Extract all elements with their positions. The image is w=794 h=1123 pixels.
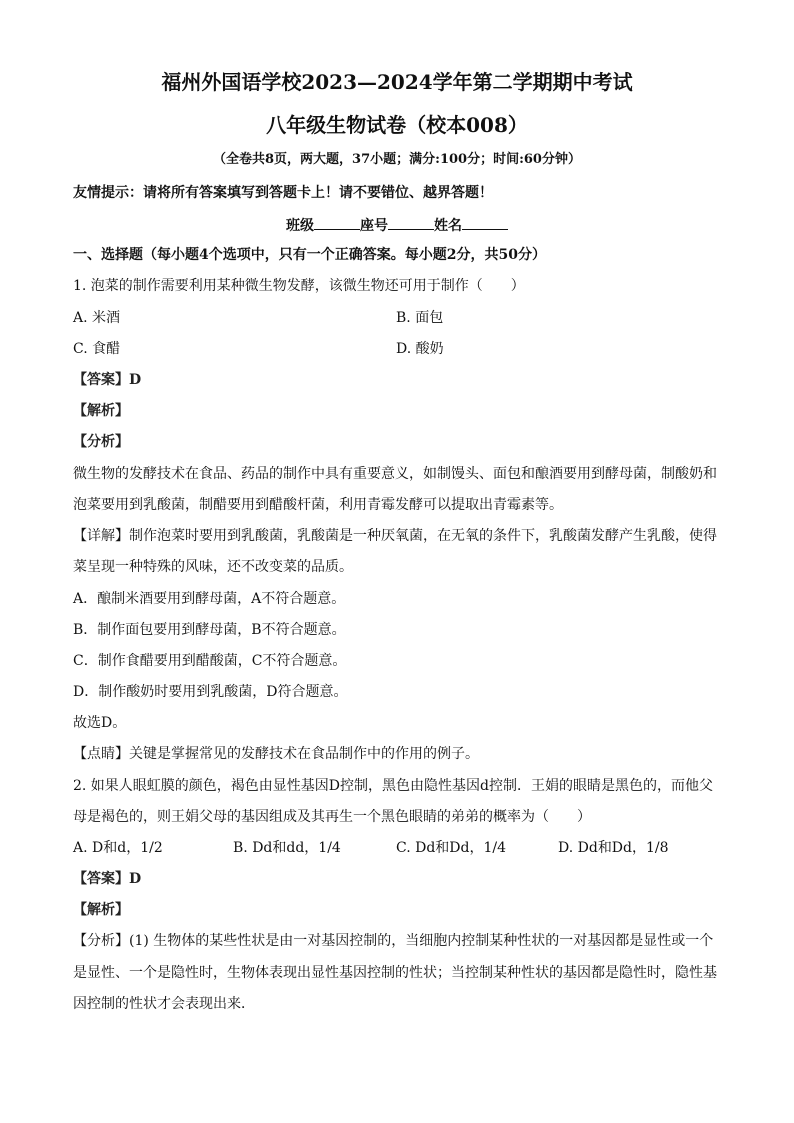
q2-option-b: B. Dd和dd，1/4 [233,840,341,856]
q2-analysis-line-2: 是显性、一个是隐性时，生物体表现出显性基因控制的性状；当控制某种性状的基因都是隐性时，隐性基 [73,965,717,981]
q1-jiexi: 【解析】 [73,403,129,419]
class-label: 班级 [286,218,314,234]
q1-explain-c: C．制作食醋要用到醋酸菌，C不符合题意。 [73,653,347,669]
q2-option-c: C. Dd和Dd，1/4 [396,840,507,856]
q2-option-a: A. D和d，1/2 [73,840,163,856]
q1-explain-b: B．制作面包要用到酵母菌，B不符合题意。 [73,622,346,638]
q1-explain-a: A．酿制米酒要用到酵母菌，A不符合题意。 [73,591,346,607]
q2-jiexi: 【解析】 [73,902,129,918]
q1-tip: 【点睛】关键是掌握常见的发酵技术在食品制作中的作用的例子。 [73,746,479,762]
seat-blank [388,215,434,230]
q1-option-b: B. 面包 [396,310,444,326]
q1-option-c: C. 食醋 [73,341,121,357]
q1-explain-d: D．制作酸奶时要用到乳酸菌，D符合题意。 [73,684,348,700]
exam-info: （全卷共8页，两大题，37小题；满分:100分；时间:60分钟） [213,152,581,167]
exam-title: 福州外国语学校2023—2024学年第二学期期中考试 [161,70,633,94]
exam-subtitle: 八年级生物试卷（校本008） [266,113,528,137]
seat-label: 座号 [360,218,388,234]
exam-notice: 友情提示：请将所有答案填写到答题卡上！请不要错位、越界答题！ [73,185,493,201]
class-blank [314,215,360,230]
q2-answer: 【答案】D [73,871,142,887]
q2-option-d: D. Dd和Dd，1/8 [558,840,669,856]
q1-detail-line-2: 菜呈现一种特殊的风味，还不改变菜的品质。 [73,559,353,575]
q2-stem-line-1: 2. 如果人眼虹膜的颜色，褐色由显性基因D控制，黑色由隐性基因d控制．王娟的眼睛是黑色的，而他父 [73,778,713,794]
q2-analysis-line-3: 因控制的性状才会表现出来． [73,996,255,1012]
q1-choose: 故选D。 [73,715,127,731]
q1-analysis-line-2: 泡菜要用到乳酸菌，制醋要用到醋酸杆菌，利用青霉发酵可以提取出青霉素等。 [73,497,563,513]
q2-stem-line-2: 母是褐色的，则王娟父母的基因组成及其再生一个黑色眼睛的弟弟的概率为（ ） [73,809,591,825]
name-blank [462,215,508,230]
section-heading: 一、选择题（每小题4个选项中，只有一个正确答案。每小题2分，共50分） [73,247,546,263]
q1-detail-line-1: 【详解】制作泡菜时要用到乳酸菌，乳酸菌是一种厌氧菌，在无氧的条件下，乳酸菌发酵产生乳酸，使得 [73,528,717,544]
q1-fenxi: 【分析】 [73,434,129,450]
name-label: 姓名 [434,218,462,234]
q1-analysis-line-1: 微生物的发酵技术在食品、药品的制作中具有重要意义，如制馒头、面包和酿酒要用到酵母菌，制酸奶和 [73,466,717,482]
student-info-row [0,215,794,235]
q1-stem: 1. 泡菜的制作需要利用某种微生物发酵，该微生物还可用于制作（ ） [73,278,525,294]
q1-option-d: D. 酸奶 [396,341,444,357]
q1-answer: 【答案】D [73,372,142,388]
q2-analysis-line-1: 【分析】(1) 生物体的某些性状是由一对基因控制的，当细胞内控制某种性状的一对基因都是显性或一个 [73,933,714,949]
q1-option-a: A. 米酒 [73,310,121,326]
